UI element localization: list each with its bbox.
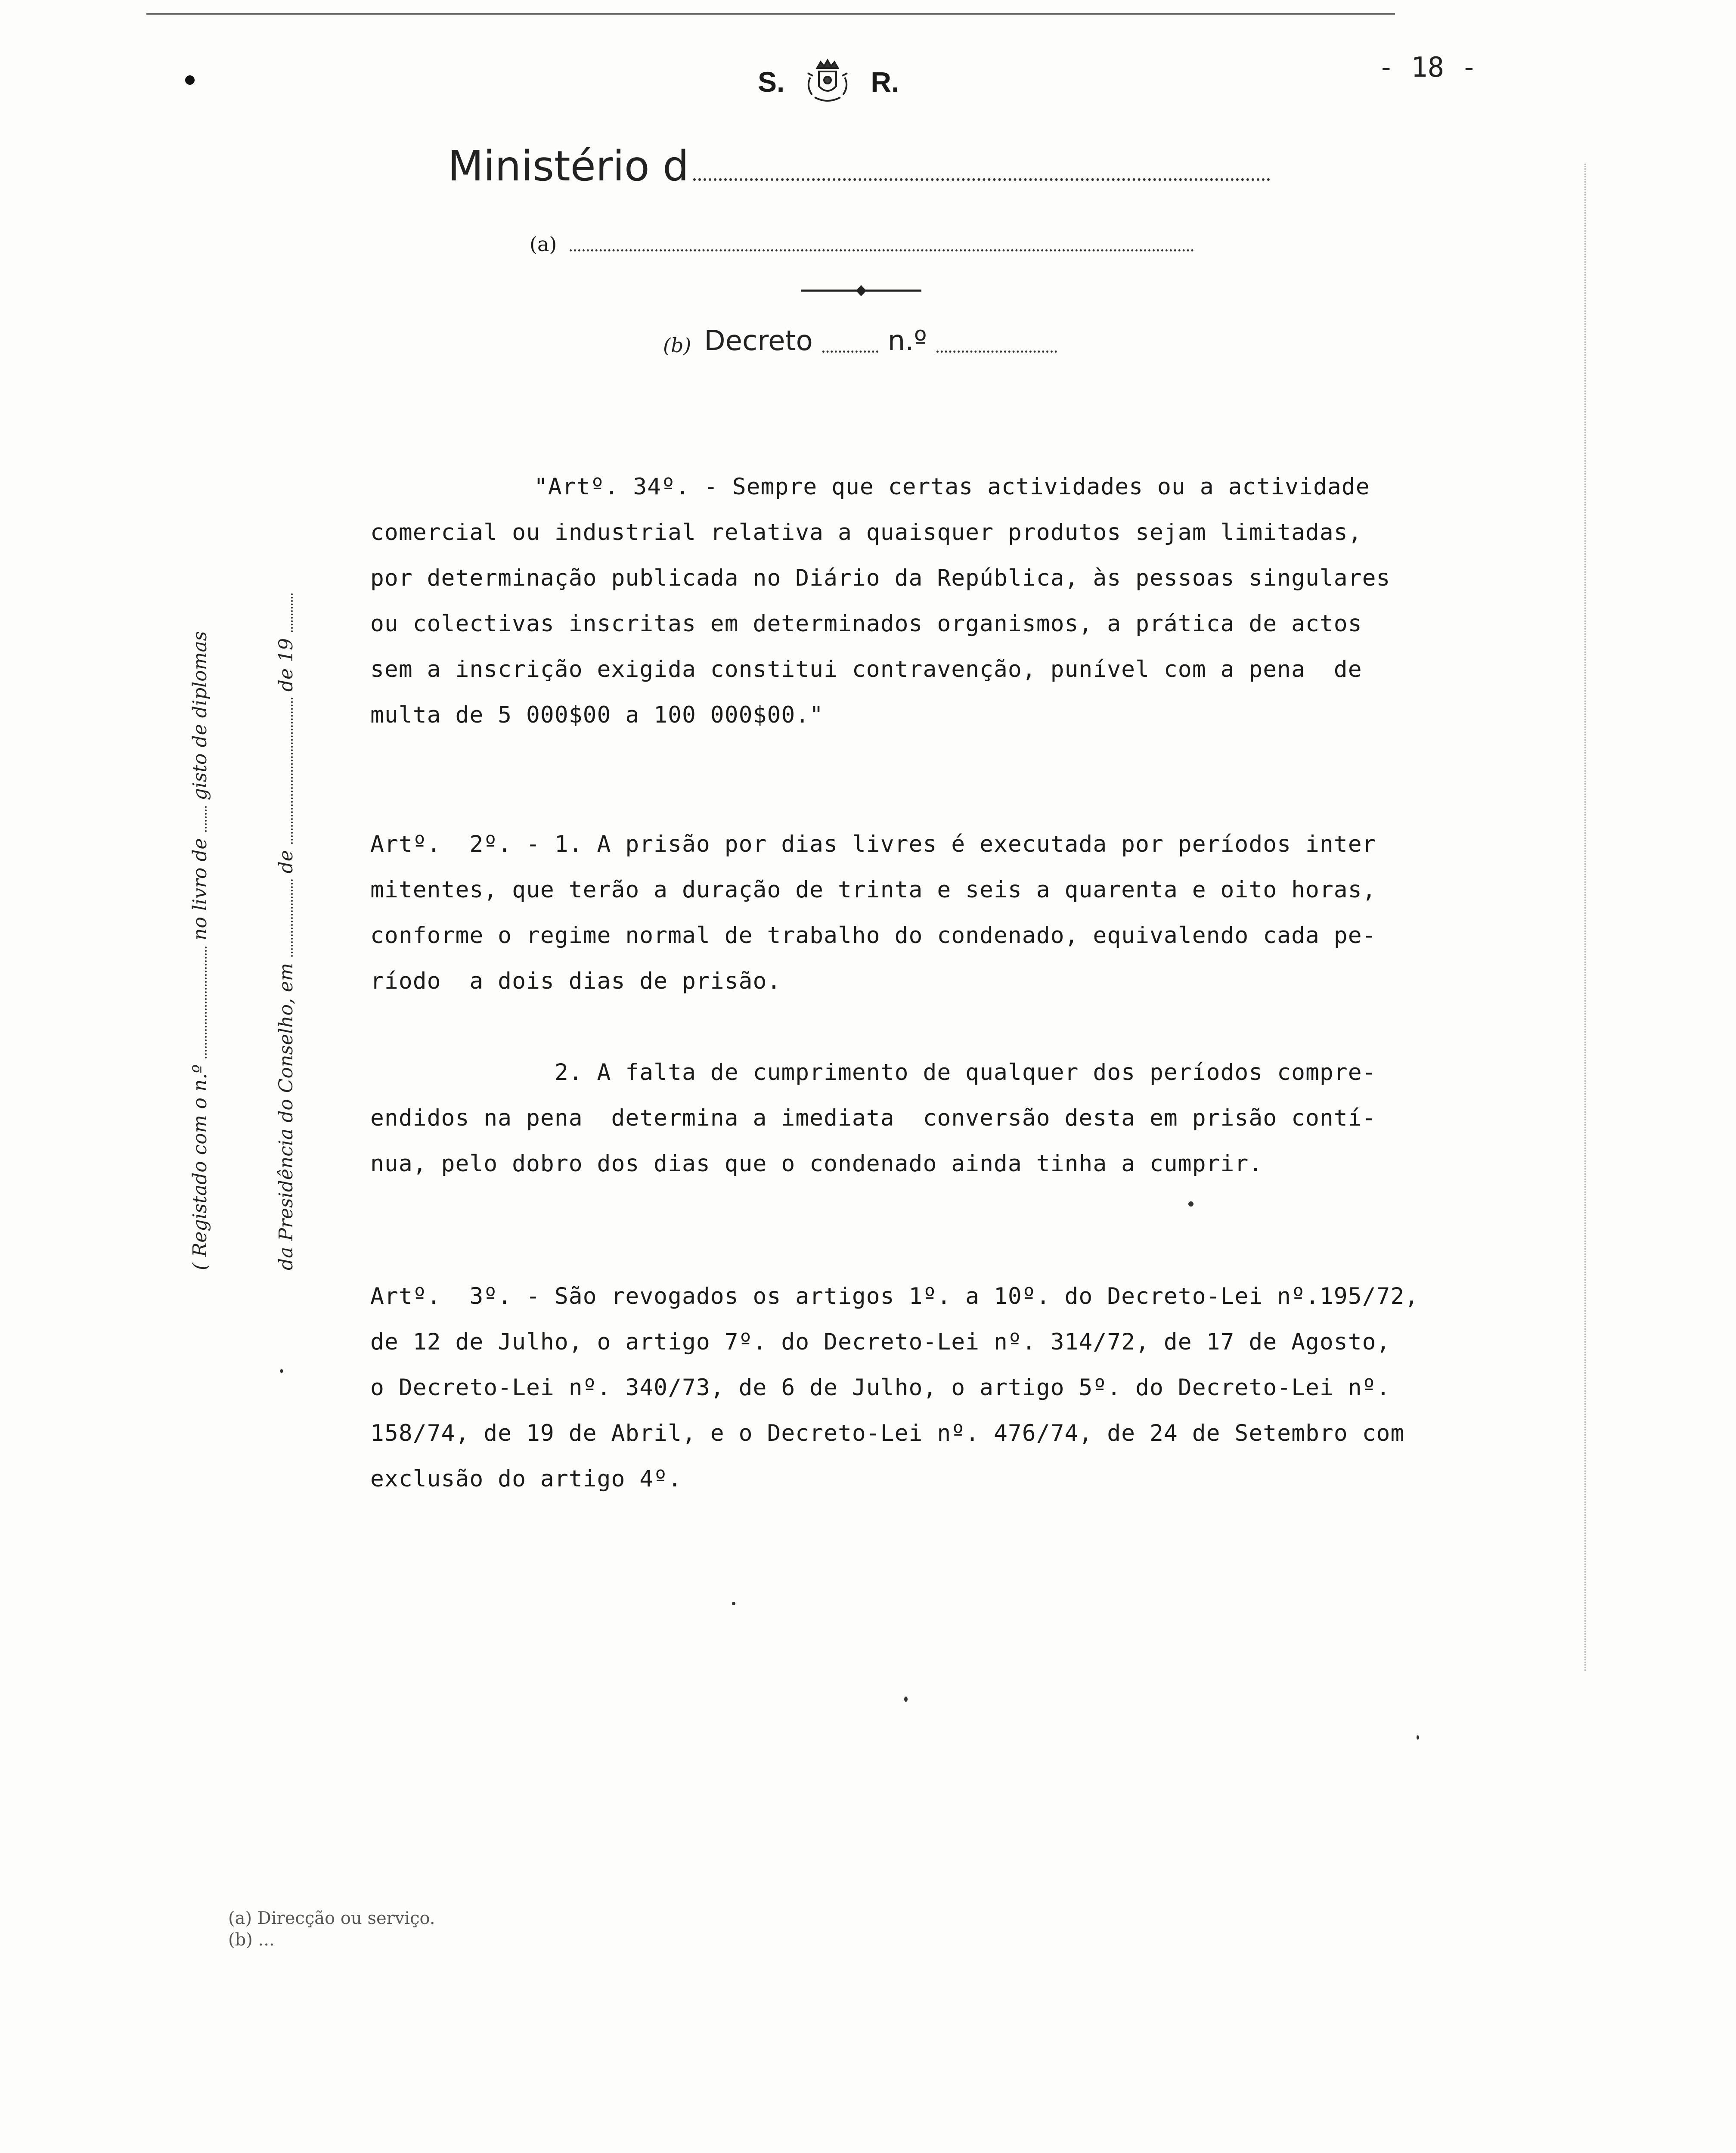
article-3	[370, 1283, 1576, 1511]
punch-mark	[185, 75, 195, 85]
margin-note-row-1	[172, 517, 211, 1270]
text-line: o Decreto-Lei nº. 340/73, de 6 de Julho, o artigo 5º. do Decreto-Lei nº.	[370, 1374, 1391, 1401]
header-left-letter: S.	[758, 66, 785, 98]
margin-note-livro: no livro de	[189, 838, 211, 940]
ministry-field	[448, 142, 1270, 190]
text-line: 158/74, de 19 de Abril, e o Decreto-Lei nº. 476/74, de 24 de Setembro com	[370, 1420, 1405, 1446]
article-34	[370, 519, 1576, 748]
text-line: por determinação publicada no Diário da República, às pessoas singulares	[370, 565, 1391, 591]
footnote-a: (a) Direcção ou serviço.	[228, 1908, 435, 1928]
margin-note-row-2	[258, 517, 297, 1270]
article-2-paragraph-2	[370, 1059, 1576, 1196]
crowned-arms-emblem-icon	[802, 56, 853, 108]
footnotes	[228, 1908, 435, 1951]
paper-speck	[904, 1697, 908, 1702]
paper-speck	[1417, 1735, 1419, 1740]
text-line: 2. A falta de cumprimento de qualquer dos períodos compre-	[370, 1059, 1376, 1086]
text-line: conforme o regime normal de trabalho do condenado, equivalendo cada pe-	[370, 922, 1376, 949]
registration-margin-note	[172, 517, 336, 1270]
margin-note-blank	[288, 698, 293, 844]
ministry-blank	[693, 168, 1270, 181]
article-34-first-line	[534, 474, 1576, 519]
margin-note-diplomas: gisto de diplomas	[189, 631, 211, 800]
margin-note-blank	[288, 879, 293, 957]
decree-prefix: (b)	[663, 334, 691, 357]
letterhead	[758, 56, 899, 108]
ministry-label: Ministério d	[448, 142, 689, 190]
text-line: multa de 5 000$00 a 100 000$00."	[370, 702, 824, 728]
text-line: Artº. 2º. - 1. A prisão por dias livres é executada por períodos inter	[370, 831, 1376, 857]
text-line: "Artº. 34º. - Sempre que certas actividades ou a actividade	[534, 474, 1370, 500]
margin-note-blank	[288, 593, 293, 632]
text-line: comercial ou industrial relativa a quaisquer produtos sejam limitadas,	[370, 519, 1362, 546]
line-a-field	[530, 233, 1194, 256]
paper-speck	[732, 1602, 735, 1605]
decree-field	[663, 325, 1057, 357]
divider-ornament-icon	[801, 284, 921, 297]
text-line: ou colectivas inscritas em determinados organismos, a prática de actos	[370, 611, 1362, 637]
text-line: sem a inscrição exigida constitui contravenção, punível com a pena de	[370, 656, 1362, 683]
page-number: - 18 -	[1378, 52, 1478, 84]
right-edge-marks	[1584, 164, 1587, 1671]
top-edge-line	[146, 13, 1395, 15]
header-right-letter: R.	[871, 66, 899, 98]
text-line: nua, pelo dobro dos dias que o condenado ainda tinha a cumprir.	[370, 1151, 1263, 1177]
decree-label: Decreto	[704, 325, 813, 357]
line-a-label: (a)	[530, 233, 557, 256]
paper-speck	[280, 1369, 283, 1373]
decree-number-label: n.º	[887, 325, 927, 357]
text-line: ríodo a dois dias de prisão.	[370, 968, 781, 994]
footnote-b: (b) ...	[228, 1930, 275, 1950]
text-line: de 12 de Julho, o artigo 7º. do Decreto-Lei nº. 314/72, de 17 de Agosto,	[370, 1329, 1391, 1355]
margin-note-de: de	[275, 850, 297, 874]
line-a-blank	[570, 245, 1194, 251]
text-line: exclusão do artigo 4º.	[370, 1466, 682, 1492]
text-line: endidos na pena determina a imediata conversão desta em prisão contí-	[370, 1105, 1376, 1131]
decree-type-blank	[822, 346, 878, 353]
article-2-paragraph-1	[370, 831, 1576, 1014]
text-line: mitentes, que terão a duração de trinta e seis a quarenta e oito horas,	[370, 877, 1376, 903]
margin-note-year: de 19	[275, 638, 297, 692]
margin-note-registado: ( Registado com o n.º	[189, 1064, 211, 1270]
margin-note-blank	[202, 946, 207, 1058]
text-line: Artº. 3º. - São revogados os artigos 1º. a 10º. do Decreto-Lei nº.195/72,	[370, 1283, 1419, 1309]
decree-number-blank	[936, 346, 1057, 353]
margin-note-blank	[202, 806, 207, 832]
margin-note-presidencia: da Presidência do Conselho, em	[275, 963, 297, 1270]
paper-speck	[1188, 1201, 1194, 1207]
